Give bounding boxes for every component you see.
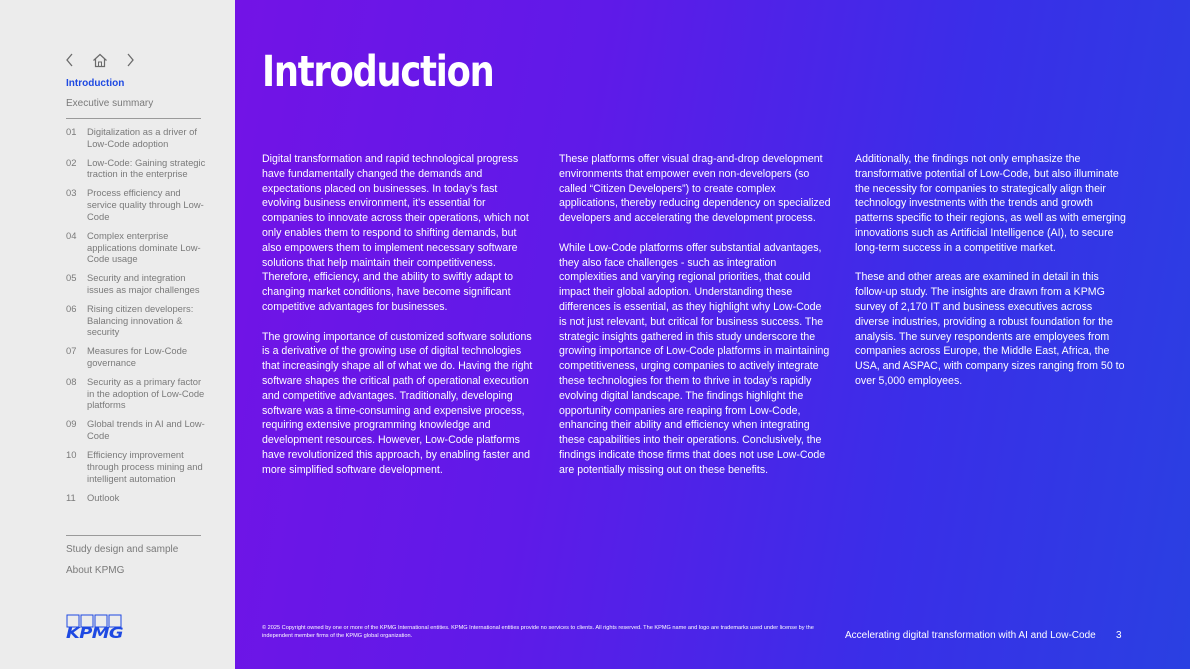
toc-label: Digitalization as a driver of Low-Code adoption bbox=[87, 126, 197, 149]
toc-item-04[interactable] bbox=[66, 230, 206, 265]
toc-number: 06 bbox=[66, 302, 77, 314]
text-column-2 bbox=[559, 152, 831, 492]
toc-label: Rising citizen developers: Balancing innovation & security bbox=[87, 302, 194, 338]
toc-label: Measures for Low-Code governance bbox=[87, 345, 188, 369]
sidebar-divider bbox=[66, 118, 201, 119]
toc-number: 11 bbox=[66, 491, 76, 503]
toc-label: Low-Code: Gaining strategic traction in the enterprise bbox=[87, 156, 206, 180]
copyright-notice: © 2025 Copyright owned by one or more of the KPMG International entities. KPMG International entities provide no services to clients. All rights reserved. The KPMG name and logo are trademarks used under license by the independent member firms of the KPMG global organization. bbox=[262, 625, 814, 639]
text-column-3 bbox=[855, 152, 1127, 404]
toc-number: 10 bbox=[66, 449, 77, 461]
home-icon[interactable] bbox=[92, 52, 108, 68]
toc-number: 07 bbox=[66, 345, 77, 357]
toc-number: 03 bbox=[66, 187, 77, 199]
paragraph: Digital transformation and rapid technological progress have fundamentally changed the demands and expectations placed on businesses. In today’s fast evolving business environment, it’s essential for companies to innovate across their operations, which not only enables them to respond to shifting demands, but also empowers them to implement necessary software solutions that help maintain their competitiveness. Therefore, efficiency, and the ability to swiftly adapt to changing market conditions, have become significant competitive advantages for businesses. bbox=[262, 153, 529, 313]
toc-label: Outlook bbox=[87, 491, 120, 503]
toc-label: Complex enterprise applications dominate Low-Code usage bbox=[87, 229, 201, 265]
toc-number: 02 bbox=[66, 156, 77, 168]
sidebar-item-introduction[interactable]: Introduction bbox=[66, 78, 125, 89]
toc-number: 04 bbox=[66, 229, 77, 241]
toc-item-05[interactable] bbox=[66, 272, 206, 295]
toc-item-03[interactable] bbox=[66, 187, 206, 222]
chevron-left-icon[interactable] bbox=[62, 52, 78, 68]
toc-item-11[interactable] bbox=[66, 492, 206, 504]
toc-number: 09 bbox=[66, 418, 77, 430]
page-number: 3 bbox=[1116, 630, 1122, 641]
toc-number: 01 bbox=[66, 126, 77, 137]
paragraph: These platforms offer visual drag-and-drop development environments that empower even non-developers (so called “Citizen Developers”) to create complex applications, thereby reducing dependency on specialized developers and accelerating the development process. bbox=[559, 153, 831, 225]
chevron-right-icon[interactable] bbox=[122, 52, 138, 68]
kpmg-logo bbox=[66, 614, 124, 640]
page-title: Introduction bbox=[262, 47, 494, 97]
toc-label: Security as a primary factor in the adoption of Low-Code platforms bbox=[87, 376, 205, 411]
toc-item-09[interactable] bbox=[66, 418, 206, 441]
main-content bbox=[235, 0, 1190, 669]
toc-item-10[interactable] bbox=[66, 449, 206, 484]
toc-label: Global trends in AI and Low-Code bbox=[87, 418, 205, 442]
toc-number: 08 bbox=[66, 376, 77, 388]
toc-label: Security and integration issues as major challenges bbox=[87, 272, 200, 295]
sidebar bbox=[0, 0, 235, 669]
paragraph: The growing importance of customized software solutions is a derivative of the growing use of digital technologies that increasingly shape all of what we do. Having the right software shapes the critical path of operational execution and competitive advantages. Traditionally, developing software was a time-consuming and expensive process, requiring extensive programming knowledge and development resources. However, Low-Code platforms have revolutionized this approach, by enabling faster and more simplified software development. bbox=[262, 330, 533, 476]
paragraph: While Low-Code platforms offer substantial advantages, they also face challenges - such as integration complexities and varying regional priorities, that could impact their global adoption. Understanding these differences is essential, as they highlight why Low-Code is not just relevant, but critical for business success. The strategic insights gathered in this study underscore the growing importance of Low-Code platforms in maintaining competitiveness, urging companies to actively integrate these technologies for them to thrive in today’s rapidly evolving digital landscape. The findings highlight the opportunity companies are reaping from Low-Code, enhancing their ability and efficiency when integrating these capabilities into their operations. Conclusively, the findings indicate those firms that does not use Low-Code are potentially missing out on these benefits. bbox=[559, 241, 830, 476]
toc-label: Process efficiency and service quality through Low-Code bbox=[87, 187, 204, 222]
sidebar-item-study-design[interactable]: Study design and sample bbox=[66, 544, 179, 555]
toc-item-02[interactable] bbox=[66, 157, 206, 180]
sidebar-nav-controls bbox=[62, 52, 138, 68]
sidebar-divider bbox=[66, 535, 201, 536]
toc-item-07[interactable] bbox=[66, 345, 206, 368]
toc-label: Efficiency improvement through process mining and intelligent automation bbox=[87, 449, 203, 484]
sidebar-item-executive-summary[interactable]: Executive summary bbox=[66, 98, 154, 109]
paragraph: These and other areas are examined in detail in this follow-up study. The insights are drawn from a KPMG survey of 2,170 IT and business executives across diverse industries, providing a robust foundation for the analysis. The survey respondents are employees from companies across Europe, the Middle East, Africa, the USA, and ASPAC, with company sizes ranging from 50 to over 5,000 employees. bbox=[855, 271, 1125, 387]
text-column-1 bbox=[262, 152, 534, 492]
toc-number: 05 bbox=[66, 272, 77, 284]
paragraph: Additionally, the findings not only emphasize the transformative potential of Low-Code, but also illuminate the necessity for companies to strategically align their technology investments with the trends and growth patterns specific to their regions, as well as with emerging innovations such as Artificial Intelligence (AI), to secure long-term success in a competitive market. bbox=[855, 153, 1126, 254]
toc-item-06[interactable] bbox=[66, 303, 206, 338]
table-of-contents bbox=[66, 126, 206, 511]
toc-item-01[interactable] bbox=[66, 126, 206, 149]
toc-item-08[interactable] bbox=[66, 376, 206, 411]
footer-document-title: Accelerating digital transformation with AI and Low-Code bbox=[845, 630, 1096, 641]
sidebar-item-about-kpmg[interactable]: About KPMG bbox=[66, 565, 125, 576]
kpmg-logo-text: KPMG bbox=[66, 624, 124, 640]
